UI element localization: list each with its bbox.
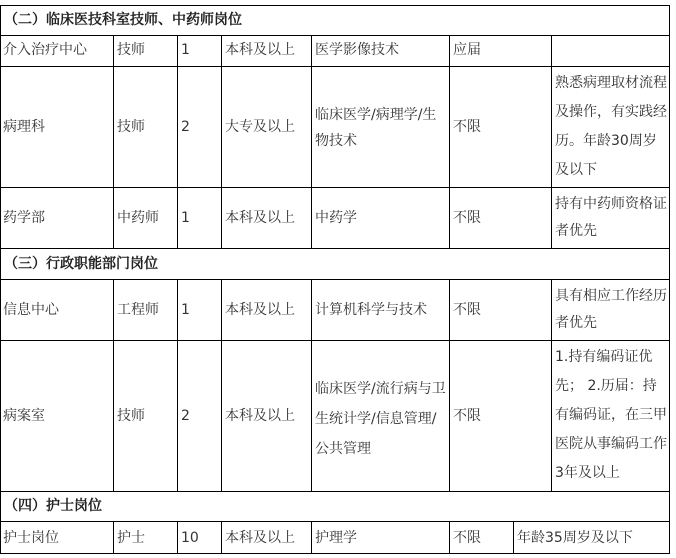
cell-department: 介入治疗中心 xyxy=(3,42,87,58)
row-border xyxy=(0,340,670,341)
cell-major: 临床医学/病理学/生物技术 xyxy=(315,107,437,149)
section-heading: （四）护士岗位 xyxy=(4,498,102,514)
col-border xyxy=(311,35,312,248)
col-border xyxy=(311,521,312,553)
col-border xyxy=(113,279,114,491)
cell-major: 医学影像技术 xyxy=(315,42,399,58)
col-border xyxy=(113,521,114,553)
section-heading: （二）临床医技科室技师、中药师岗位 xyxy=(4,12,242,28)
row-border xyxy=(0,35,670,36)
cell-count: 1 xyxy=(181,210,190,226)
col-border xyxy=(669,5,670,553)
cell-education: 本科及以上 xyxy=(225,42,295,58)
row-border xyxy=(0,553,670,554)
row-border xyxy=(0,279,670,280)
col-border xyxy=(551,279,552,491)
cell-major: 护理学 xyxy=(315,530,357,546)
cell-major: 计算机科学与技术 xyxy=(315,302,427,318)
cell-count: 2 xyxy=(181,119,190,135)
cell-department: 护士岗位 xyxy=(3,530,59,546)
cell-note: 持有中药师资格证者优先 xyxy=(555,196,667,239)
col-border xyxy=(221,279,222,491)
col-border xyxy=(0,5,1,553)
cell-count: 2 xyxy=(181,408,190,424)
cell-department: 药学部 xyxy=(3,210,45,226)
row-border xyxy=(0,521,670,522)
cell-position: 技师 xyxy=(117,42,145,58)
col-border xyxy=(221,35,222,248)
row-border xyxy=(0,248,670,249)
row-border xyxy=(0,66,670,67)
cell-department: 信息中心 xyxy=(3,302,59,318)
cell-scope: 不限 xyxy=(453,530,481,546)
col-border xyxy=(177,35,178,248)
cell-note: 熟悉病理取材流程及操作，有实践经历。年龄30周岁及以下 xyxy=(555,75,667,178)
cell-note: 具有相应工作经历者优先 xyxy=(555,288,667,331)
col-border xyxy=(113,35,114,248)
col-border xyxy=(449,521,450,553)
col-border xyxy=(177,521,178,553)
cell-scope: 不限 xyxy=(453,302,481,318)
cell-position: 工程师 xyxy=(117,302,159,318)
cell-note: 年龄35周岁及以下 xyxy=(517,530,633,546)
col-border xyxy=(177,279,178,491)
cell-position: 技师 xyxy=(117,408,145,424)
cell-count: 10 xyxy=(181,530,199,546)
cell-scope: 不限 xyxy=(453,210,481,226)
cell-education: 本科及以上 xyxy=(225,408,295,424)
row-border xyxy=(0,187,670,188)
row-border xyxy=(0,491,670,492)
cell-scope: 不限 xyxy=(453,119,481,135)
cell-position: 中药师 xyxy=(117,210,159,226)
section-heading: （三）行政职能部门岗位 xyxy=(4,256,158,272)
col-border xyxy=(513,521,514,553)
col-border xyxy=(551,35,552,248)
cell-education: 大专及以上 xyxy=(225,119,295,135)
cell-position: 护士 xyxy=(117,530,145,546)
cell-scope: 不限 xyxy=(453,408,481,424)
cell-department: 病案室 xyxy=(3,408,45,424)
col-border xyxy=(449,35,450,248)
col-border xyxy=(449,279,450,491)
cell-count: 1 xyxy=(181,302,190,318)
cell-education: 本科及以上 xyxy=(225,210,295,226)
col-border xyxy=(221,521,222,553)
cell-position: 技师 xyxy=(117,119,145,135)
cell-major: 中药学 xyxy=(315,210,357,226)
cell-department: 病理科 xyxy=(3,119,45,135)
row-border xyxy=(0,5,670,6)
cell-scope: 应届 xyxy=(453,42,481,58)
cell-major: 临床医学/流行病与卫生统计学/信息管理/公共管理 xyxy=(315,381,446,457)
cell-count: 1 xyxy=(181,42,190,58)
cell-note: 1.持有编码证优先； 2.历届：持有编码证，在三甲医院从事编码工作3年及以上 xyxy=(555,349,667,481)
cell-education: 本科及以上 xyxy=(225,302,295,318)
col-border xyxy=(311,279,312,491)
cell-education: 本科及以上 xyxy=(225,530,295,546)
